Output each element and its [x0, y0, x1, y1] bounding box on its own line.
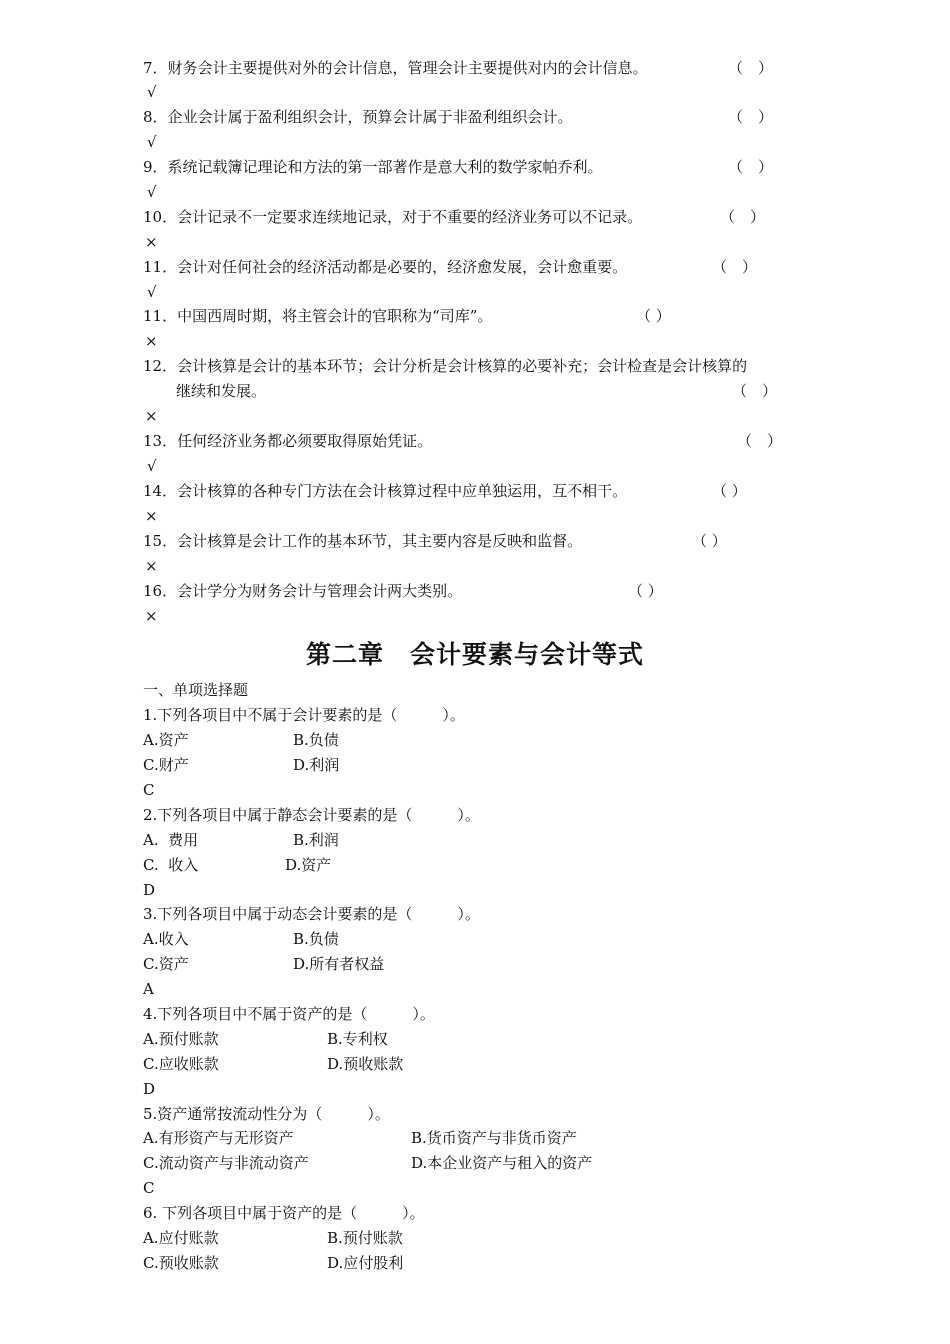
answer-mark: √ — [147, 83, 157, 101]
option-b: B.利润 — [293, 831, 339, 849]
chapter-title: 第二章 会计要素与会计等式 — [305, 640, 644, 669]
answer-mark: × — [145, 607, 158, 625]
tf-question-9: 9．系统记载簿记理论和方法的第一部著作是意大利的数学家帕乔利。 — [143, 158, 603, 176]
option-a: A.预付账款 — [143, 1030, 219, 1048]
tf-question-10: 10．会计记录不一定要求连续地记录，对于不重要的经济业务可以不记录。 — [143, 208, 643, 226]
option-b: B.专利权 — [327, 1030, 388, 1048]
answer-blank: （ ） — [728, 158, 774, 176]
option-c: C.资产 — [143, 955, 189, 973]
answer-letter: C — [143, 781, 155, 799]
section-heading: 一、单项选择题 — [143, 681, 249, 699]
tf-question-15: 15．会计核算是会计工作的基本环节，其主要内容是反映和监督。 — [143, 532, 583, 550]
answer-blank: （ ） — [712, 258, 758, 276]
tf-question-7: 7．财务会计主要提供对外的会计信息，管理会计主要提供对内的会计信息。 — [143, 59, 648, 77]
answer-letter: D — [143, 1080, 156, 1098]
option-a: A.收入 — [143, 930, 189, 948]
answer-blank: （ ） — [728, 59, 774, 77]
answer-mark: × — [145, 557, 158, 575]
answer-mark: × — [145, 407, 158, 425]
answer-mark: √ — [147, 183, 157, 201]
answer-mark: × — [145, 233, 158, 251]
option-b: B.货币资产与非货币资产 — [411, 1129, 577, 1147]
answer-blank: （ ） — [712, 482, 747, 500]
answer-blank: （ ） — [732, 382, 778, 400]
mc-question-6: 6. 下列各项目中属于资产的是（ ）。 — [143, 1204, 425, 1222]
mc-question-1: 1.下列各项目中不属于会计要素的是（ ）。 — [143, 706, 465, 724]
tf-question-16: 16．会计学分为财务会计与管理会计两大类别。 — [143, 582, 463, 600]
answer-blank: （ ） — [628, 582, 663, 600]
answer-mark: × — [145, 332, 158, 350]
option-a: A. 费用 — [143, 831, 199, 849]
answer-blank: （ ） — [728, 108, 774, 126]
answer-blank: （ ） — [720, 208, 766, 226]
option-d: D.利润 — [293, 756, 340, 774]
answer-mark: √ — [147, 133, 157, 151]
answer-mark: × — [145, 507, 158, 525]
answer-letter: C — [143, 1179, 155, 1197]
answer-letter: D — [143, 881, 156, 899]
mc-question-2: 2.下列各项目中属于静态会计要素的是（ ）。 — [143, 806, 480, 824]
option-c: C. 收入 — [143, 856, 199, 874]
option-b: B.负债 — [293, 930, 339, 948]
tf-question-12: 12．会计核算是会计的基本环节；会计分析是会计核算的必要补充；会计检查是会计核算的 — [143, 357, 748, 375]
option-c: C.流动资产与非流动资产 — [143, 1154, 309, 1172]
option-d: D.所有者权益 — [293, 955, 385, 973]
option-c: C.应收账款 — [143, 1055, 219, 1073]
option-d: D.预收账款 — [327, 1055, 404, 1073]
tf-question-11b: 11．中国西周时期，将主管会计的官职称为“司库”。 — [143, 307, 493, 325]
tf-question-13: 13．任何经济业务都必须要取得原始凭证。 — [143, 432, 433, 450]
answer-mark: √ — [147, 283, 157, 301]
answer-blank: （ ） — [636, 307, 671, 325]
tf-question-14: 14．会计核算的各种专门方法在会计核算过程中应单独运用，互不相干。 — [143, 482, 628, 500]
answer-mark: √ — [147, 457, 157, 475]
option-d: D.应付股利 — [327, 1254, 404, 1272]
option-d: D.本企业资产与租入的资产 — [411, 1154, 593, 1172]
mc-question-5: 5.资产通常按流动性分为（ ）。 — [143, 1105, 390, 1123]
option-b: B.负债 — [293, 731, 339, 749]
mc-question-3: 3.下列各项目中属于动态会计要素的是（ ）。 — [143, 905, 480, 923]
option-d: D.资产 — [285, 856, 332, 874]
mc-question-4: 4.下列各项目中不属于资产的是（ ）。 — [143, 1005, 435, 1023]
tf-question-8: 8．企业会计属于盈利组织会计，预算会计属于非盈利组织会计。 — [143, 108, 573, 126]
option-a: A.资产 — [143, 731, 189, 749]
answer-blank: （ ） — [692, 532, 727, 550]
answer-blank: （ ） — [737, 432, 783, 450]
option-c: C.财产 — [143, 756, 189, 774]
tf-question-12-continued: 继续和发展。 — [176, 382, 267, 400]
tf-question-11: 11．会计对任何社会的经济活动都是必要的，经济愈发展，会计愈重要。 — [143, 258, 628, 276]
answer-letter: A — [143, 980, 154, 998]
option-b: B.预付账款 — [327, 1229, 403, 1247]
option-a: A.应付账款 — [143, 1229, 219, 1247]
option-a: A.有形资产与无形资产 — [143, 1129, 294, 1147]
option-c: C.预收账款 — [143, 1254, 219, 1272]
